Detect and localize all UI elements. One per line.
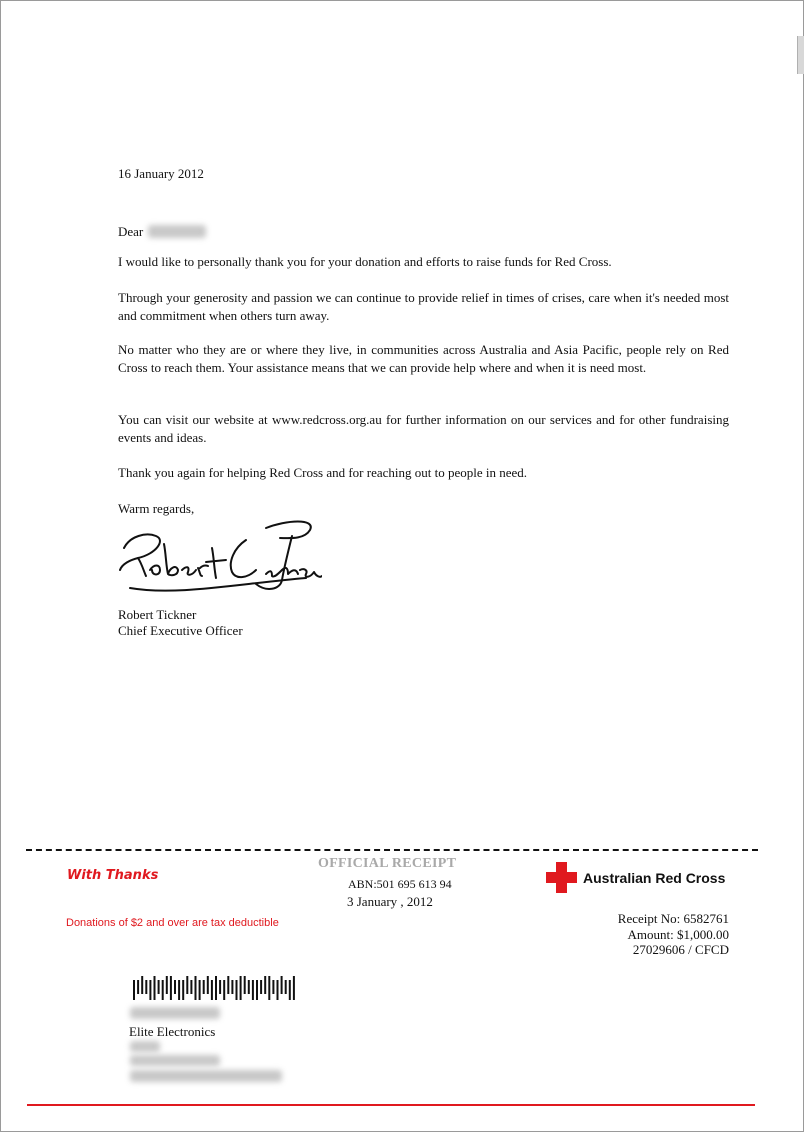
- receipt-title: OFFICIAL RECEIPT: [318, 856, 457, 871]
- signer-name: Robert Tickner: [118, 607, 197, 622]
- scrollbar[interactable]: [797, 36, 804, 74]
- barcode-icon: [133, 976, 303, 1000]
- red-cross-icon: [546, 862, 577, 893]
- recipient-company: Elite Electronics: [129, 1024, 216, 1039]
- letter-paragraph: I would like to personally thank you for your donation and efforts to raise funds for Red Cross.: [118, 254, 612, 269]
- tear-off-line: [26, 849, 758, 851]
- tax-deductible-note: Donations of $2 and over are tax deductible: [66, 917, 279, 929]
- signer-title: Chief Executive Officer: [118, 623, 243, 638]
- bottom-rule: [27, 1104, 755, 1106]
- signature: [116, 518, 322, 600]
- org-name: Australian Red Cross: [583, 869, 726, 886]
- redacted-address-line: [130, 1070, 282, 1082]
- letter-paragraph: Through your generosity and passion we can continue to provide relief in times of crises, care when it's needed most and commitment when others turn away.: [118, 290, 729, 323]
- redacted-address-line: [130, 1041, 160, 1052]
- letter-paragraph: Thank you again for helping Red Cross and for reaching out to people in need.: [118, 465, 528, 480]
- salutation: Dear: [118, 224, 144, 239]
- receipt-number: Receipt No: 6582761: [617, 911, 729, 926]
- redacted-recipient-name: [148, 225, 206, 238]
- closing: Warm regards,: [118, 501, 195, 516]
- receipt-reference: 27029606 / CFCD: [632, 942, 729, 957]
- letter-paragraph: You can visit our website at www.redcross.org.au for further information on our services and for other fundraising events and ideas.: [118, 412, 729, 445]
- letter-date: 16 January 2012: [118, 166, 204, 181]
- redacted-address-line: [130, 1055, 220, 1066]
- abn: ABN:501 695 613 94: [348, 877, 452, 891]
- redacted-contact-name: [130, 1007, 220, 1019]
- australian-red-cross-logo: [546, 862, 725, 893]
- letter-paragraph: No matter who they are or where they live, in communities across Australia and Asia Pacific, people rely on Red Cross to reach them. Your assistance means that we can provide help where and when it is need most.: [118, 342, 729, 375]
- receipt-date: 3 January , 2012: [347, 894, 433, 909]
- receipt-amount: Amount: $1,000.00: [627, 927, 729, 942]
- with-thanks-label: With Thanks: [67, 868, 159, 883]
